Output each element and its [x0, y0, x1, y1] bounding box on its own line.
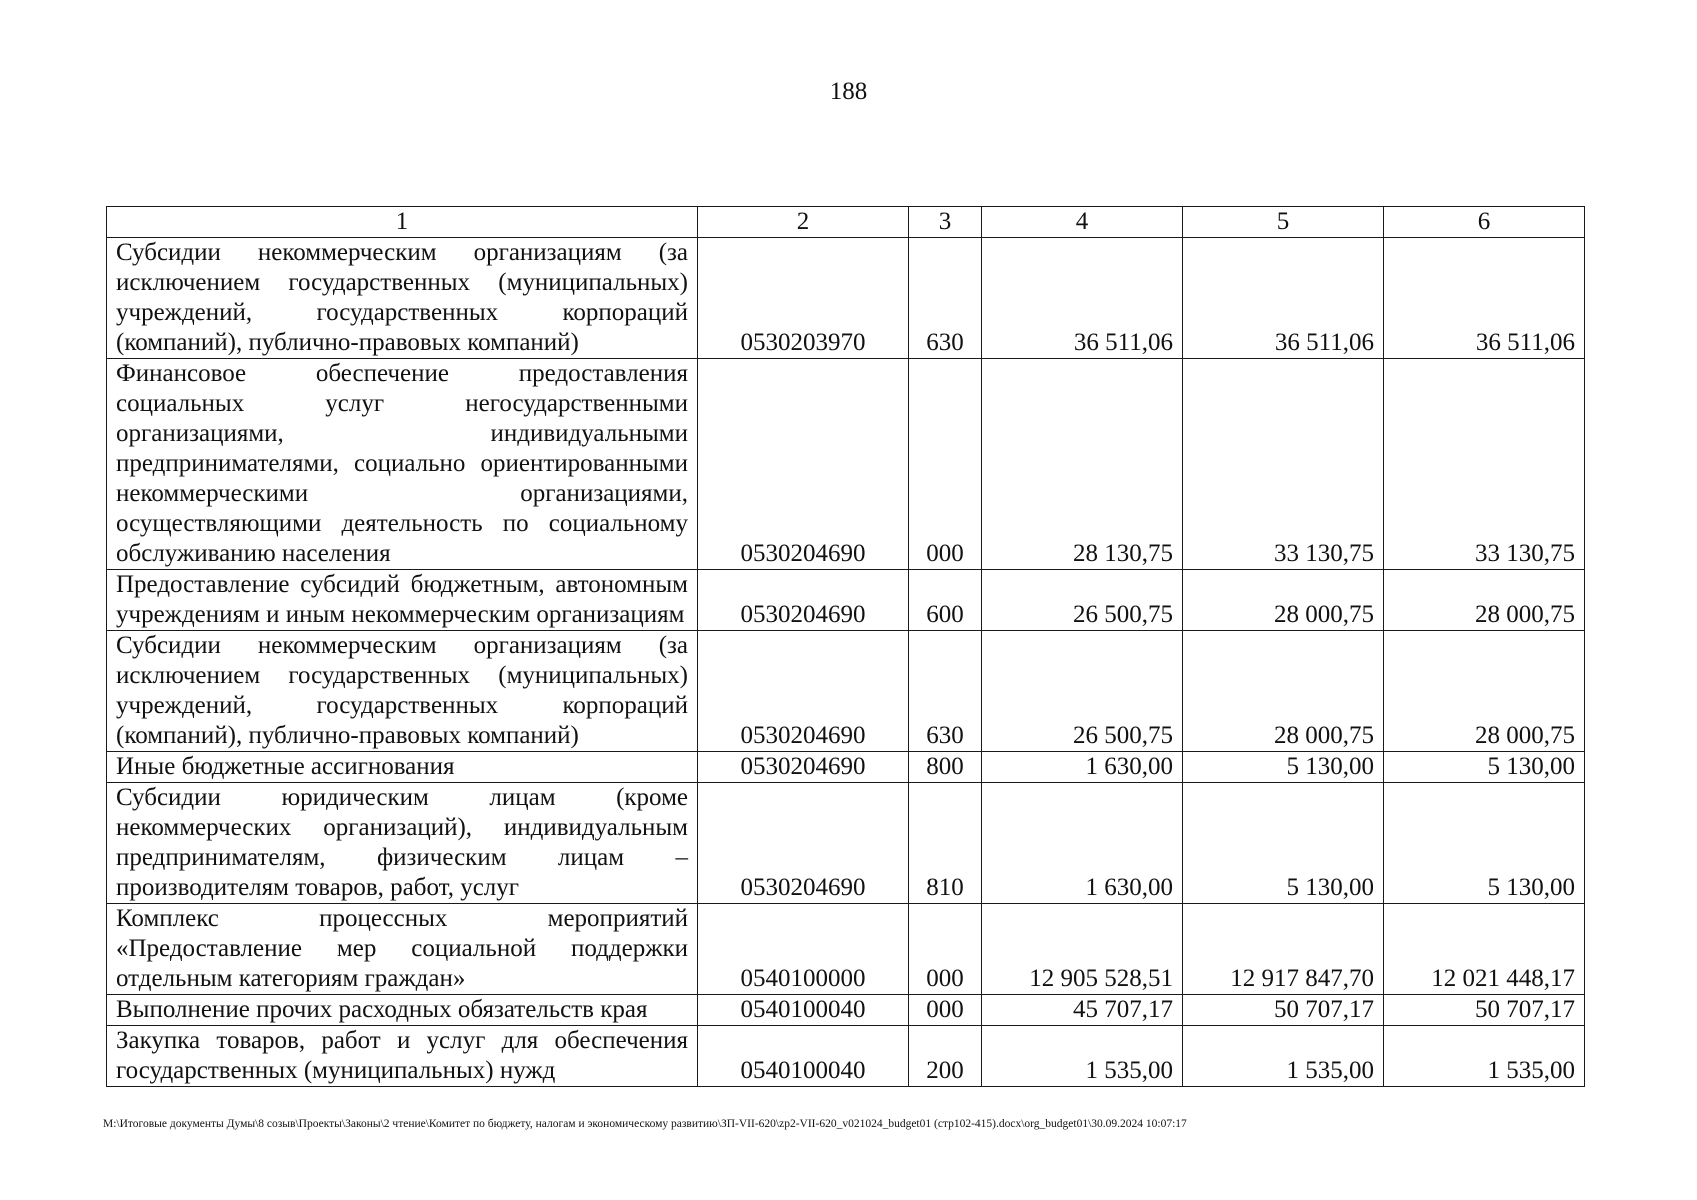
row-amount-col4: 26 500,75	[982, 631, 1183, 752]
table-row	[107, 238, 1585, 359]
row-name: Финансовое обеспечение предоставления социальных услуг негосударственными организациями, индивидуальными предпринимателями, социально ориентированными некоммерческими организациями, осуществляющими деятельность по социальному обслуживанию населения	[107, 359, 698, 570]
row-amount-col4: 45 707,17	[982, 995, 1183, 1026]
column-header-3: 3	[909, 207, 982, 238]
row-amount-col6: 1 535,00	[1384, 1026, 1585, 1087]
row-amount-col4: 1 535,00	[982, 1026, 1183, 1087]
row-code: 0530204690	[698, 783, 909, 904]
row-expense-type: 630	[909, 238, 982, 359]
row-name: Закупка товаров, работ и услуг для обеспечения государственных (муниципальных) нужд	[107, 1026, 698, 1087]
budget-table	[106, 206, 1585, 1087]
column-header-2: 2	[698, 207, 909, 238]
row-code: 0530203970	[698, 238, 909, 359]
row-amount-col5: 5 130,00	[1183, 783, 1384, 904]
row-expense-type: 000	[909, 904, 982, 995]
row-name: Предоставление субсидий бюджетным, автономным учреждениям и иным некоммерческим организациям	[107, 570, 698, 631]
row-amount-col5: 1 535,00	[1183, 1026, 1384, 1087]
row-code: 0530204690	[698, 752, 909, 783]
row-expense-type: 800	[909, 752, 982, 783]
row-expense-type: 810	[909, 783, 982, 904]
column-header-1: 1	[107, 207, 698, 238]
row-code: 0530204690	[698, 359, 909, 570]
row-name: Субсидии некоммерческим организациям (за исключением государственных (муниципальных) учреждений, государственных корпораций (компаний), публично-правовых компаний)	[107, 238, 698, 359]
row-amount-col6: 50 707,17	[1384, 995, 1585, 1026]
table-row	[107, 752, 1585, 783]
row-amount-col5: 28 000,75	[1183, 570, 1384, 631]
row-amount-col6: 28 000,75	[1384, 631, 1585, 752]
column-header-5: 5	[1183, 207, 1384, 238]
table-row	[107, 1026, 1585, 1087]
table-row	[107, 904, 1585, 995]
row-amount-col5: 12 917 847,70	[1183, 904, 1384, 995]
row-amount-col4: 28 130,75	[982, 359, 1183, 570]
row-name: Субсидии юридическим лицам (кроме некоммерческих организаций), индивидуальным предпринимателям, физическим лицам – производителям товаров, работ, услуг	[107, 783, 698, 904]
row-expense-type: 600	[909, 570, 982, 631]
row-amount-col5: 33 130,75	[1183, 359, 1384, 570]
row-expense-type: 200	[909, 1026, 982, 1087]
row-amount-col6: 28 000,75	[1384, 570, 1585, 631]
row-expense-type: 630	[909, 631, 982, 752]
row-amount-col6: 5 130,00	[1384, 783, 1585, 904]
row-code: 0540100040	[698, 995, 909, 1026]
row-code: 0540100040	[698, 1026, 909, 1087]
table-row	[107, 570, 1585, 631]
table-row	[107, 631, 1585, 752]
table-row	[107, 995, 1585, 1026]
row-amount-col6: 36 511,06	[1384, 238, 1585, 359]
row-name: Комплекс процессных мероприятий «Предоставление мер социальной поддержки отдельным категориям граждан»	[107, 904, 698, 995]
row-amount-col6: 12 021 448,17	[1384, 904, 1585, 995]
row-amount-col4: 1 630,00	[982, 752, 1183, 783]
column-header-4: 4	[982, 207, 1183, 238]
row-code: 0540100000	[698, 904, 909, 995]
row-code: 0530204690	[698, 631, 909, 752]
document-file-path: M:\Итоговые документы Думы\8 созыв\Проекты\Законы\2 чтение\Комитет по бюджету, налогам и экономическому развитию\ЗП-VII-620\zp2-VII-620_v021024_budget01 (стр102-415).docx\org_budget01\30.09.2024 10:07:17	[103, 1118, 1187, 1130]
row-name: Выполнение прочих расходных обязательств края	[107, 995, 698, 1026]
row-amount-col6: 33 130,75	[1384, 359, 1585, 570]
row-amount-col5: 5 130,00	[1183, 752, 1384, 783]
row-amount-col4: 26 500,75	[982, 570, 1183, 631]
row-expense-type: 000	[909, 995, 982, 1026]
row-name: Субсидии некоммерческим организациям (за исключением государственных (муниципальных) учреждений, государственных корпораций (компаний), публично-правовых компаний)	[107, 631, 698, 752]
row-amount-col4: 1 630,00	[982, 783, 1183, 904]
column-header-6: 6	[1384, 207, 1585, 238]
row-amount-col5: 28 000,75	[1183, 631, 1384, 752]
table-header-row	[107, 207, 1585, 238]
table-row	[107, 783, 1585, 904]
row-expense-type: 000	[909, 359, 982, 570]
row-amount-col5: 50 707,17	[1183, 995, 1384, 1026]
row-code: 0530204690	[698, 570, 909, 631]
row-amount-col6: 5 130,00	[1384, 752, 1585, 783]
page-number: 188	[829, 78, 868, 105]
table-row	[107, 359, 1585, 570]
row-name: Иные бюджетные ассигнования	[107, 752, 698, 783]
row-amount-col4: 12 905 528,51	[982, 904, 1183, 995]
row-amount-col5: 36 511,06	[1183, 238, 1384, 359]
row-amount-col4: 36 511,06	[982, 238, 1183, 359]
